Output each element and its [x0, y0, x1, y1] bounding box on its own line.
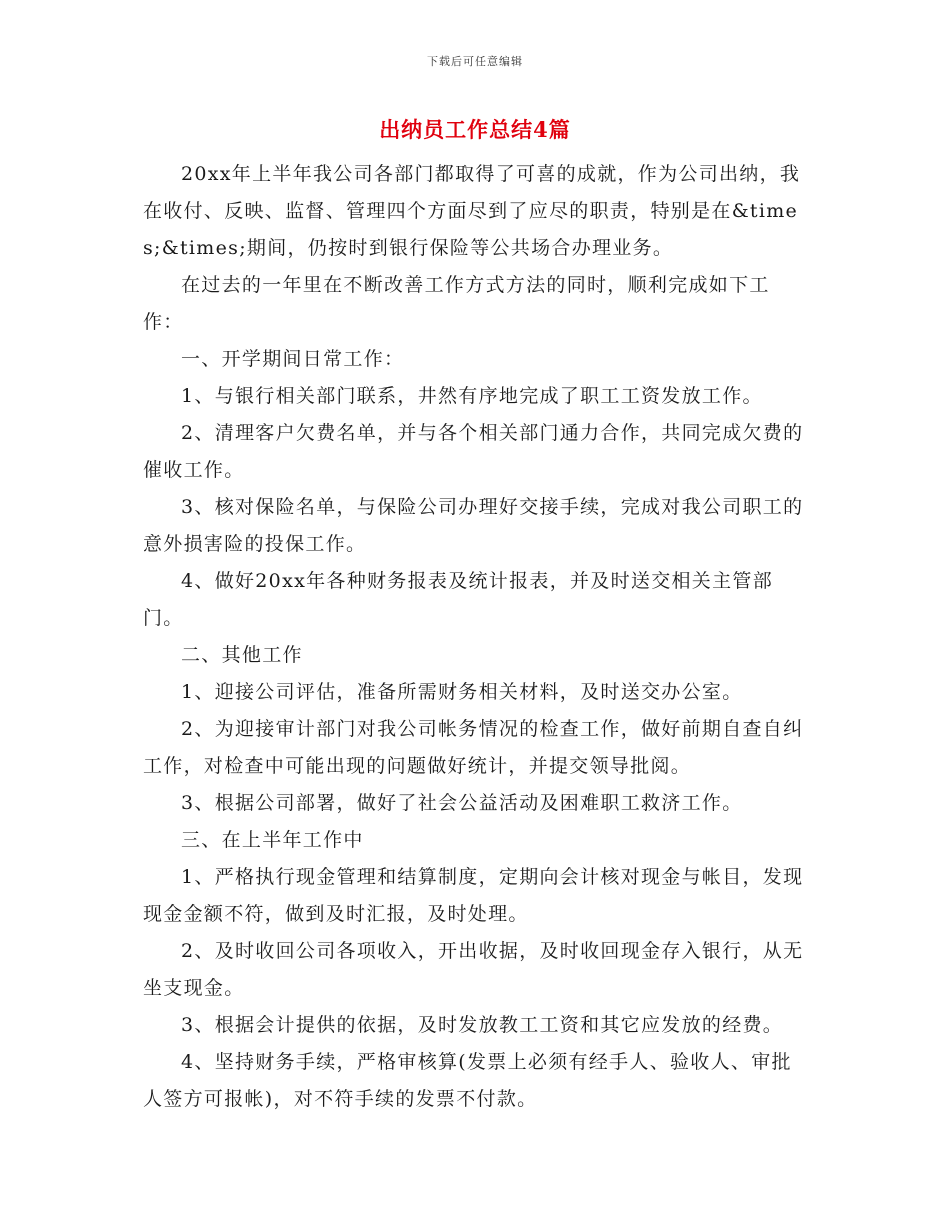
document-body	[143, 156, 808, 1118]
list-item: 2、清理客户欠费名单，并与各个相关部门通力合作，共同完成欠费的催收工作。	[143, 422, 804, 481]
list-item: 2、为迎接审计部门对我公司帐务情况的检查工作，做好前期自查自纠工作，对检查中可能出现的问题做好统计，并提交领导批阅。	[143, 718, 804, 777]
list-item: 1、与银行相关部门联系，井然有序地完成了职工工资发放工作。	[181, 385, 763, 407]
list-item: 1、严格执行现金管理和结算制度，定期向会计核对现金与帐目，发现现金金额不符，做到及时汇报，及时处理。	[143, 866, 804, 925]
list-item: 3、核对保险名单，与保险公司办理好交接手续，完成对我公司职工的意外损害险的投保工作。	[143, 496, 804, 555]
list-item: 4、坚持财务手续，严格审核算(发票上必须有经手人、验收人、审批人签方可报帐)，对不符手续的发票不付款。	[143, 1051, 792, 1110]
list-item: 3、根据会计提供的依据，及时发放教工工资和其它应发放的经费。	[181, 1014, 784, 1036]
header-note: 下载后可任意编辑	[427, 55, 523, 68]
section-heading-3: 三、在上半年工作中	[181, 829, 364, 851]
paragraph-intro: 20xx年上半年我公司各部门都取得了可喜的成就，作为公司出纳，我在收付、反映、监督、管理四个方面尽到了应尽的职责，特别是在&times;&times;期间，仍按时到银行保险等公共场合办理业务。	[143, 163, 801, 259]
section-heading-2: 二、其他工作	[181, 644, 303, 666]
paragraph-summary: 在过去的一年里在不断改善工作方式方法的同时，顺利完成如下工作：	[143, 274, 770, 333]
section-heading-1: 一、开学期间日常工作：	[181, 348, 405, 370]
list-item: 3、根据公司部署，做好了社会公益活动及困难职工救济工作。	[181, 792, 743, 814]
list-item: 2、及时收回公司各项收入，开出收据，及时收回现金存入银行，从无坐支现金。	[143, 940, 804, 999]
document-title: 出纳员工作总结4篇	[379, 117, 571, 142]
list-item: 1、迎接公司评估，准备所需财务相关材料，及时送交办公室。	[181, 681, 743, 703]
list-item: 4、做好20xx年各种财务报表及统计报表，并及时送交相关主管部门。	[143, 570, 773, 629]
